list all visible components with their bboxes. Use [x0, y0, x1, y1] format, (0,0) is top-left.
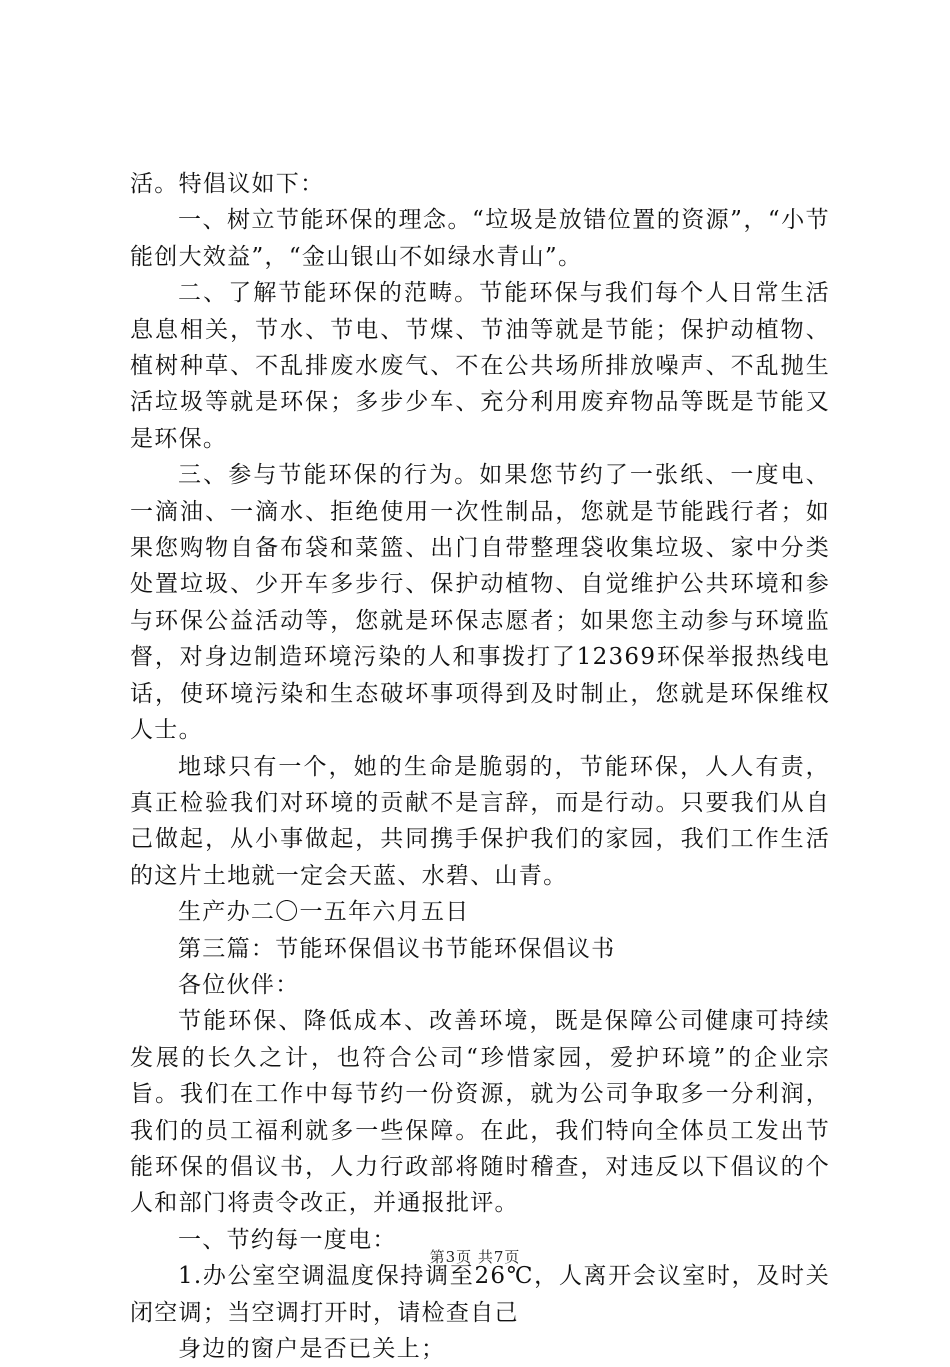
- list-item: 1.办公室空调温度保持调至26℃，人离开会议室时，及时关闭空调；当空调打开时，请检查自己: [130, 1263, 830, 1326]
- paragraph: 二、了解节能环保的范畴。节能环保与我们每个人日常生活息息相关，节水、节电、节煤、节油等就是节能；保护动植物、植树种草、不乱排废水废气、不在公共场所排放噪声、不乱抛生活垃圾等就是环保；多步少车、充分利用废弃物品等既是节能又是环保。: [130, 280, 830, 452]
- signature-line: 生产办二〇一五年六月五日: [178, 899, 470, 926]
- paragraph: 节能环保、降低成本、改善环境，既是保障公司健康可持续发展的长久之计，也符合公司“珍惜家园，爱护环境”的企业宗旨。我们在工作中每节约一份资源，就为公司争取多一分利润，我们的员工福利就多一些保障。在此，我们特向全体员工发出节能环保的倡议书，人力行政部将随时稽查，对违反以下倡议的个人和部门将责令改正，并通报批评。: [130, 1008, 830, 1217]
- salutation: 各位伙伴：: [178, 971, 300, 998]
- paragraph: 活。特倡议如下：: [130, 171, 325, 197]
- list-item: 身边的窗户是否已关上；: [178, 1336, 446, 1362]
- document-body: [130, 166, 830, 1367]
- page-number-footer: 第3页 共7页: [429, 1248, 521, 1266]
- section-heading: 第三篇：节能环保倡议书节能环保倡议书: [178, 935, 616, 962]
- list-heading: 一、节约每一度电：: [178, 1226, 397, 1253]
- paragraph: 地球只有一个，她的生命是脆弱的，节能环保，人人有责，真正检验我们对环境的贡献不是言辞，而是行动。只要我们从自己做起，从小事做起，共同携手保护我们的家园，我们工作生活的这片土地就一定会天蓝、水碧、山青。: [130, 753, 830, 889]
- paragraph: 三、参与节能环保的行为。如果您节约了一张纸、一度电、一滴油、一滴水、拒绝使用一次性制品，您就是节能践行者；如果您购物自备布袋和菜篮、出门自带整理袋收集垃圾、家中分类处置垃圾、少开车多步行、保护动植物、自觉维护公共环境和参与环保公益活动等，您就是环保志愿者；如果您主动参与环境监督，对身边制造环境污染的人和事拨打了12369环保举报热线电话，使环境污染和生态破坏事项得到及时制止，您就是环保维权人士。: [130, 462, 830, 744]
- paragraph: 一、树立节能环保的理念。“垃圾是放错位置的资源”，“小节能创大效益”，“金山银山不如绿水青山”。: [130, 207, 830, 270]
